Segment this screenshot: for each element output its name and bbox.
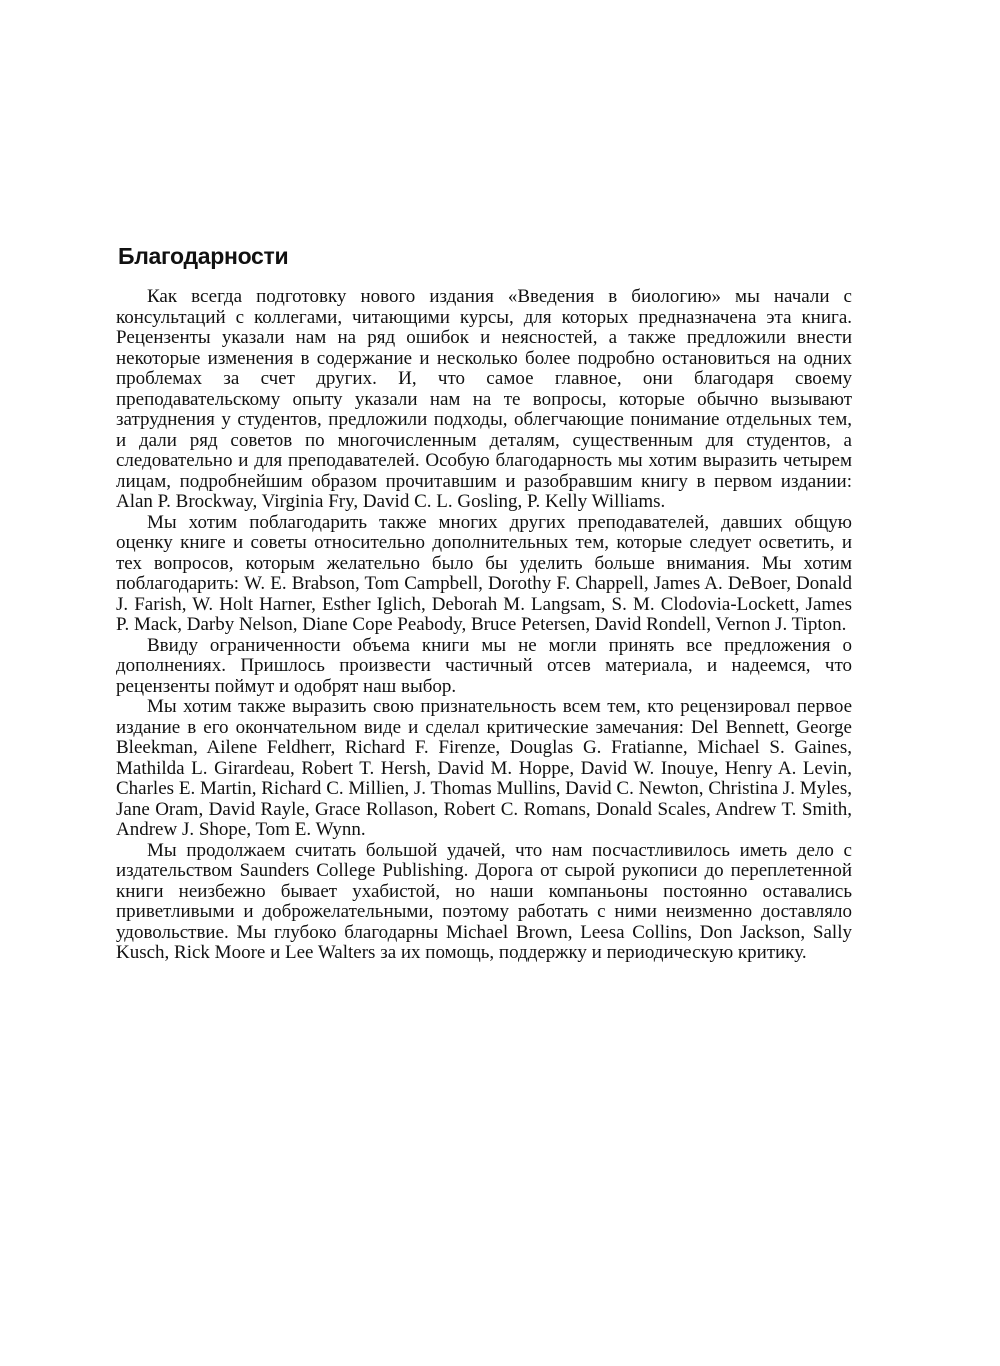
paragraph: Ввиду ограниченности объема книги мы не могли принять все предложения о дополнениях. Пришлось произвести частичный отсев материала, и надеемся, что рецензенты поймут и одобрят наш выбор. xyxy=(116,634,852,697)
paragraph: Мы продолжаем считать большой удачей, что нам посчастливилось иметь дело с издательством Saunders College Publishing. Дорога от сырой рукописи до переплетенной книги неизбежно бывает ухабистой, но наши компаньоны постоянно оставались приветливыми и доброжелательными, поэтому работать с ними неизменно доставляло удовольствие. Мы глубоко благодарны Michael Brown, Leesa Collins, Don Jackson, Sally Kusch, Rick Moore и Lee Walters за их помощь, поддержку и периодическую критику. xyxy=(116,839,852,963)
paragraph: Как всегда подготовку нового издания «Введения в биологию» мы начали с консультаций с коллегами, читающими курсы, для которых предназначена эта книга. Рецензенты указали нам на ряд ошибок и неясностей, а также предложили внести некоторые изменения в содержание и несколько более подробно остановиться на одних проблемах за счет других. И, что самое главное, они благодаря своему преподавательскому опыту указали нам на те вопросы, которые обычно вызывают затруднения у студентов, предложили подходы, облегчающие понимание отдельных тем, и дали ряд советов по многочисленным деталям, существенным для студентов, а следовательно и для преподавателей. Особую благодарность мы хотим выразить четырем лицам, подробнейшим образом прочитавшим и разобравшим книгу в первом издании: Alan P. Brockway, Virginia Fry, David C. L. Gosling, P. Kelly Williams. xyxy=(116,286,852,512)
paragraph: Мы хотим также выразить свою признательность всем тем, кто рецензировал первое издание в его окончательном виде и сделал критические замечания: Del Bennett, George Bleekman, Ailene Feldherr, Richard F. Firenze, Douglas G. Fratianne, Michael S. Gaines, Mathilda L. Girardeau, Robert T. Hersh, David M. Hoppe, David W. Inouye, Henry A. Levin, Charles E. Martin, Richard C. Millien, J. Thomas Mullins, David C. Newton, Christina J. Myles, Jane Oram, David Rayle, Grace Rollason, Robert C. Romans, Donald Scales, Andrew T. Smith, Andrew J. Shope, Tom E. Wynn. xyxy=(116,696,852,840)
acknowledgements-text xyxy=(116,287,852,964)
paragraph: Мы хотим поблагодарить также многих других преподавателей, давших общую оценку книге и советы относительно дополнительных тем, которые следует осветить, и тех вопросов, которым желательно было бы уделить больше внимания. Мы хотим поблагодарить: W. E. Brabson, Tom Campbell, Dorothy F. Chappell, James A. DeBoer, Donald J. Farish, W. Holt Harner, Esther Iglich, Deborah M. Langsam, S. M. Clodovia-Lockett, James P. Mack, Darby Nelson, Diane Cope Peabody, Bruce Petersen, David Rondell, Vernon J. Tipton. xyxy=(116,511,852,635)
page-heading: Благодарности xyxy=(118,243,289,269)
